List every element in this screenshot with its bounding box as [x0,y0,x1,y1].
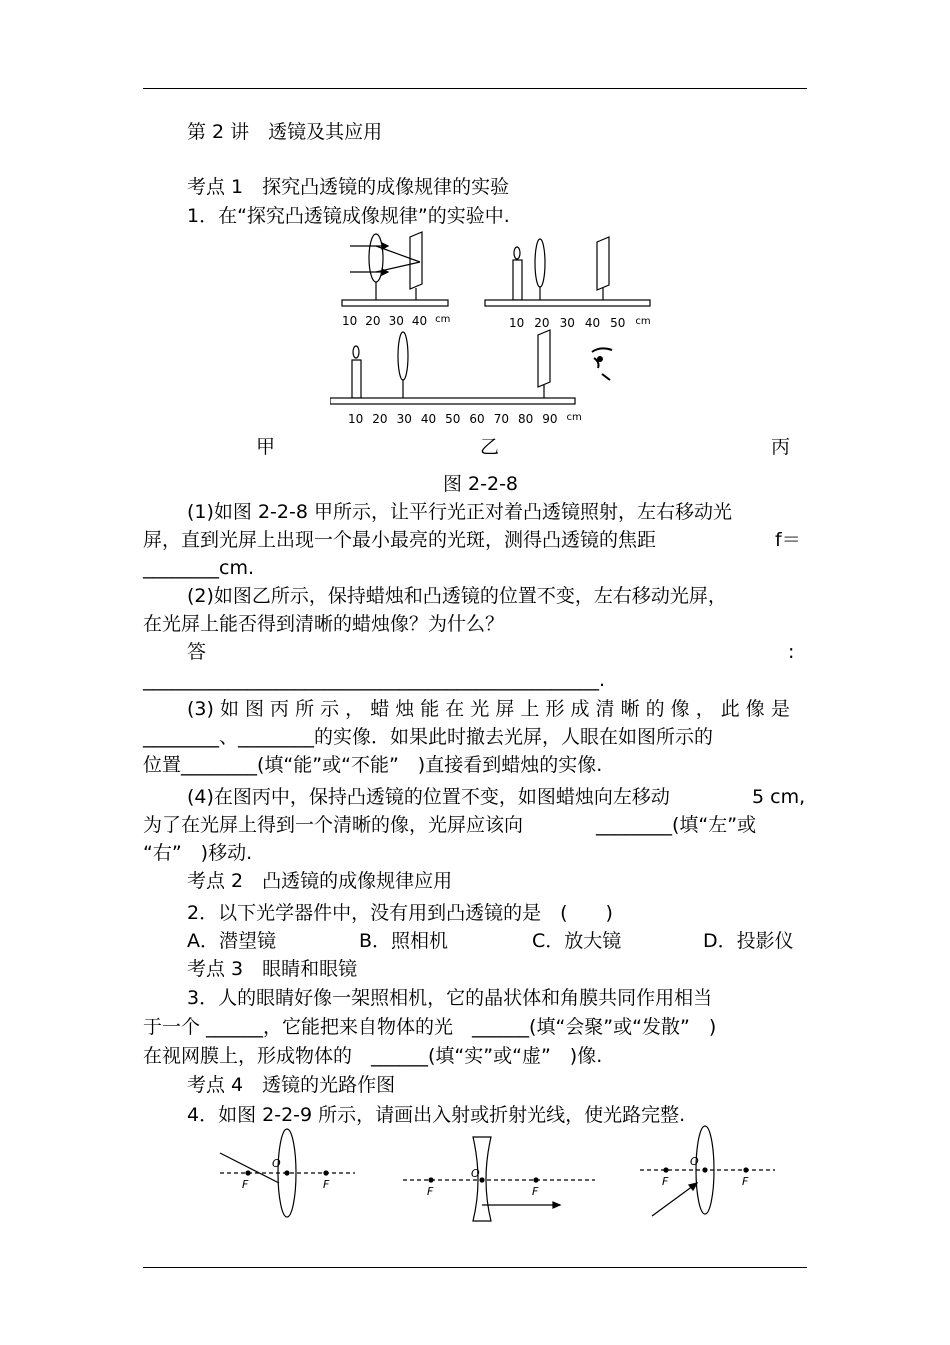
diagram-convex-1 [220,1129,355,1217]
p2-line-b: 在光屏上能否得到清晰的蜡烛像？为什么？ [143,613,505,635]
tick-label: 20 [372,412,388,426]
tick-label: 50 [610,316,626,330]
figure-label-yi: 乙 [480,436,500,458]
q4-question: 4．如图 2-2-9 所示，请画出入射或折射光线，使光路完整. [187,1104,686,1126]
tick-label: cm [435,314,451,325]
tick-label: 80 [517,412,534,426]
figure-label-bing: 丙 [771,436,791,458]
tick-label: 30 [388,314,404,328]
q2-option-a: A．潜望镜 [187,930,276,952]
diagram-convex-2 [640,1126,775,1216]
diagram-jia [342,232,448,306]
label-o-3: O [690,1155,699,1168]
q2-option-c: C．放大镜 [532,930,622,952]
tick-label: 10 [348,412,364,426]
section4-heading: 考点 4 透镜的光路作图 [187,1074,396,1096]
p1-line-b: 屏，直到光屏上出现一个最小最亮的光斑，测得凸透镜的焦距 [143,529,657,551]
figure-label-jia: 甲 [256,436,276,458]
p4-line-b-right: ________(填“左”或 [596,814,757,836]
page-title: 第 2 讲 透镜及其应用 [187,121,383,143]
tick-label: cm [566,412,582,423]
tick-label: 70 [493,412,509,426]
tick-label: 10 [342,314,358,328]
tick-label: 10 [509,316,525,330]
tick-label: 90 [542,412,558,426]
q3-line-b: 于一个 ______，它能把来自物体的光 ______(填“会聚”或“发散” ) [143,1016,717,1038]
label-f-1b: F [323,1178,330,1191]
q2-question: 2．以下光学器件中，没有用到凸透镜的是 ( ) [187,902,613,924]
q2-option-d: D．投影仪 [703,930,794,952]
figure-caption: 图 2-2-8 [443,473,519,495]
p3-line-a: (3) 如 图 丙 所 示 ， 蜡 烛 能 在 光 屏 上 形 成 清 晰 的 像 ， 此 像 是 [187,698,790,720]
ruler-jia-labels [342,314,462,328]
ruler-bing-labels [348,412,588,426]
tick-label: 30 [396,412,412,426]
label-f-1a: F [242,1178,249,1191]
tick-label: cm [635,316,651,327]
p4-line-a-right: 5 cm, [752,786,806,808]
ruler-yi-labels [509,316,659,330]
p3-line-b: ________、________的实像．如果此时撤去光屏，人眼在如图所示的 [143,726,714,748]
q3-line-c: 在视网膜上，形成物体的 ______(填“实”或“虚” )像. [143,1045,603,1067]
p2-line-a: (2)如图乙所示，保持蜡烛和凸透镜的位置不变，左右移动光屏， [187,585,727,607]
q1-intro: 1．在“探究凸透镜成像规律”的实验中. [187,205,510,227]
tick-label: 30 [559,316,575,330]
p1-line-c: ________cm. [143,557,254,579]
section1-heading: 考点 1 探究凸透镜的成像规律的实验 [187,176,510,198]
diagram-bing [330,330,575,404]
tick-label: 40 [420,412,437,426]
figure-2-2-9 [215,1125,785,1225]
label-f-2b: F [532,1185,539,1198]
label-o-1: O [272,1157,281,1170]
tick-label: 40 [411,314,428,328]
p2-answer-colon: : [788,641,795,663]
p1-line-a: (1)如图 2-2-8 甲所示，让平行光正对着凸透镜照射，左右移动光 [187,501,732,523]
diagram-concave [403,1137,595,1221]
label-f-3b: F [742,1175,749,1188]
p3-line-c: 位置________(填“能”或“不能” )直接看到蜡烛的实像. [143,754,603,776]
tick-label: 50 [445,412,461,426]
tick-label: 20 [365,314,381,328]
eye-icon [592,348,612,380]
label-f-3a: F [662,1175,669,1188]
q2-option-b: B．照相机 [359,930,449,952]
tick-label: 40 [584,316,601,330]
q3-line-a: 3．人的眼睛好像一架照相机，它的晶状体和角膜共同作用相当 [187,987,713,1009]
section2-heading: 考点 2 凸透镜的成像规律应用 [187,870,453,892]
p2-answer-label: 答 [187,641,207,663]
bottom-rule [143,1267,807,1268]
tick-label: 20 [534,316,550,330]
p4-line-a: (4)在图丙中，保持凸透镜的位置不变，如图蜡烛向左移动 [187,786,670,808]
top-rule [143,88,807,89]
diagram-yi [485,237,650,306]
label-f-2a: F [427,1185,434,1198]
p4-line-b: 为了在光屏上得到一个清晰的像，光屏应该向 [143,814,524,836]
tick-label: 60 [469,412,485,426]
p4-line-c: “右” )移动. [143,842,253,864]
p1-line-b-right: f＝ [775,529,801,551]
section3-heading: 考点 3 眼睛和眼镜 [187,958,358,980]
p2-answer-line: ________________________________________________. [143,669,606,691]
label-o-2: O [471,1167,480,1180]
